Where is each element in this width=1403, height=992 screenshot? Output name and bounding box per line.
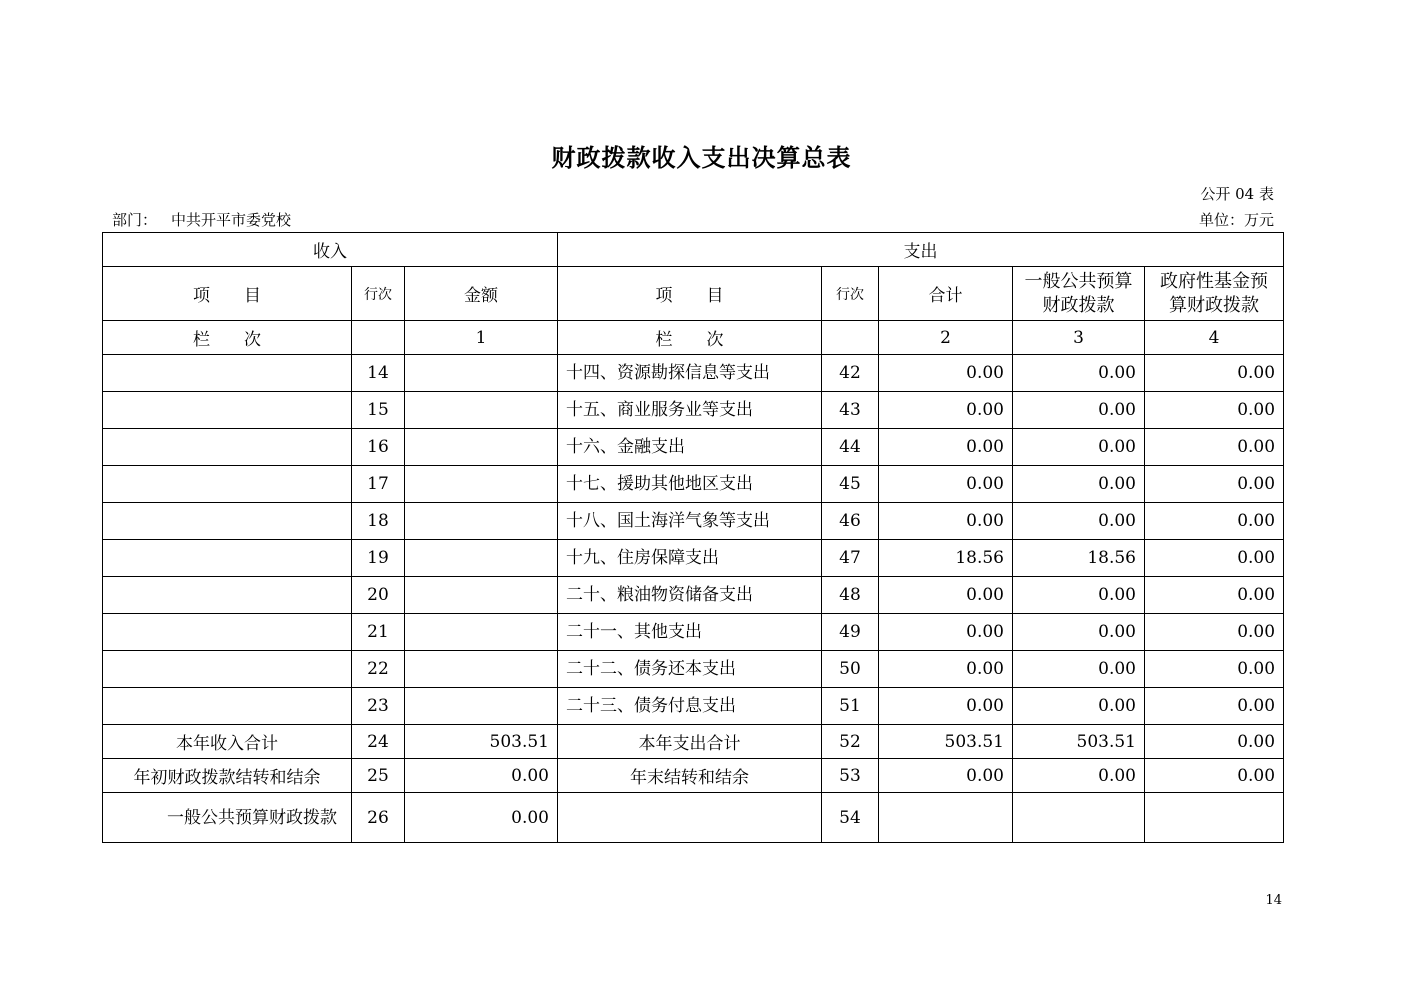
expense-section-header: 支出	[558, 233, 1284, 267]
expense-item: 十七、援助其他地区支出	[558, 466, 822, 503]
gov-fund-value: 0.00	[1145, 651, 1284, 688]
empty-cell	[352, 321, 405, 355]
income-row-no: 19	[352, 540, 405, 577]
section-header-row	[103, 233, 1284, 267]
total-value: 18.56	[879, 540, 1013, 577]
department-line	[112, 209, 291, 230]
total-value: 0.00	[879, 392, 1013, 429]
gov-fund-value: 0.00	[1145, 466, 1284, 503]
expense-row-no: 52	[822, 725, 879, 759]
income-amount	[405, 614, 558, 651]
income-amount	[405, 392, 558, 429]
col4-number: 4	[1145, 321, 1284, 355]
expense-item: 十九、住房保障支出	[558, 540, 822, 577]
general-budget-value: 0.00	[1013, 355, 1145, 392]
income-amount: 0.00	[405, 759, 558, 793]
general-budget-value: 503.51	[1013, 725, 1145, 759]
expense-row-no: 43	[822, 392, 879, 429]
income-item	[103, 355, 352, 392]
expense-item: 十五、商业服务业等支出	[558, 392, 822, 429]
empty-cell	[822, 321, 879, 355]
expense-item: 二十、粮油物资储备支出	[558, 577, 822, 614]
income-amount	[405, 429, 558, 466]
col2-number: 2	[879, 321, 1013, 355]
income-row-no: 22	[352, 651, 405, 688]
summary-row	[103, 725, 1284, 759]
department-label: 部门：	[112, 211, 158, 229]
table-row	[103, 355, 1284, 392]
table-row	[103, 540, 1284, 577]
general-budget-value: 0.00	[1013, 614, 1145, 651]
column-header-row	[103, 267, 1284, 321]
total-value: 0.00	[879, 466, 1013, 503]
table-row	[103, 503, 1284, 540]
income-item	[103, 651, 352, 688]
expense-row-no: 47	[822, 540, 879, 577]
expense-item: 二十三、债务付息支出	[558, 688, 822, 725]
gov-fund-value: 0.00	[1145, 725, 1284, 759]
expense-row-no: 49	[822, 614, 879, 651]
settlement-table	[102, 232, 1284, 843]
gov-fund-value: 0.00	[1145, 540, 1284, 577]
expense-row-no-header: 行次	[822, 267, 879, 321]
income-row-no: 15	[352, 392, 405, 429]
income-amount	[405, 651, 558, 688]
income-row-no: 25	[352, 759, 405, 793]
income-column-no-label: 栏 次	[103, 321, 352, 355]
total-value: 503.51	[879, 725, 1013, 759]
gov-fund-value: 0.00	[1145, 614, 1284, 651]
expense-row-no: 50	[822, 651, 879, 688]
gov-fund-value: 0.00	[1145, 577, 1284, 614]
income-item	[103, 503, 352, 540]
expense-row-no: 44	[822, 429, 879, 466]
income-item: 一般公共预算财政拨款	[103, 793, 352, 843]
total-value: 0.00	[879, 355, 1013, 392]
income-row-no: 21	[352, 614, 405, 651]
income-item	[103, 614, 352, 651]
expense-item: 十四、资源勘探信息等支出	[558, 355, 822, 392]
income-amount	[405, 688, 558, 725]
income-amount	[405, 466, 558, 503]
income-item	[103, 429, 352, 466]
column-number-row	[103, 321, 1284, 355]
general-budget-value: 0.00	[1013, 577, 1145, 614]
gov-fund-header: 政府性基金预算财政拨款	[1145, 267, 1284, 321]
general-budget-value: 0.00	[1013, 651, 1145, 688]
expense-row-no: 51	[822, 688, 879, 725]
income-row-no-header: 行次	[352, 267, 405, 321]
income-item	[103, 540, 352, 577]
total-value: 0.00	[879, 651, 1013, 688]
expense-item: 十六、金融支出	[558, 429, 822, 466]
expense-item: 二十二、债务还本支出	[558, 651, 822, 688]
income-row-no: 14	[352, 355, 405, 392]
gov-fund-value: 0.00	[1145, 355, 1284, 392]
expense-item: 年末结转和结余	[558, 759, 822, 793]
expense-item: 本年支出合计	[558, 725, 822, 759]
gov-fund-value	[1145, 793, 1284, 843]
general-budget-value: 0.00	[1013, 688, 1145, 725]
income-amount	[405, 540, 558, 577]
expense-row-no: 48	[822, 577, 879, 614]
expense-row-no: 46	[822, 503, 879, 540]
summary-row	[103, 759, 1284, 793]
income-amount: 503.51	[405, 725, 558, 759]
income-row-no: 17	[352, 466, 405, 503]
total-value: 0.00	[879, 429, 1013, 466]
income-amount	[405, 355, 558, 392]
income-row-no: 26	[352, 793, 405, 843]
page-number: 14	[1265, 893, 1282, 908]
income-amount	[405, 503, 558, 540]
income-item	[103, 466, 352, 503]
gov-fund-value: 0.00	[1145, 429, 1284, 466]
general-budget-header: 一般公共预算财政拨款	[1013, 267, 1145, 321]
expense-item: 二十一、其他支出	[558, 614, 822, 651]
general-budget-value: 0.00	[1013, 466, 1145, 503]
unit-label: 单位：万元	[1198, 211, 1274, 229]
income-item: 本年收入合计	[103, 725, 352, 759]
report-title: 财政拨款收入支出决算总表	[551, 143, 852, 172]
table-row	[103, 429, 1284, 466]
general-budget-value: 18.56	[1013, 540, 1145, 577]
form-code: 公开 04 表	[1200, 185, 1274, 203]
income-section-header: 收入	[103, 233, 558, 267]
table-row	[103, 466, 1284, 503]
col3-number: 3	[1013, 321, 1145, 355]
income-amount: 0.00	[405, 793, 558, 843]
total-value: 0.00	[879, 759, 1013, 793]
expense-row-no: 53	[822, 759, 879, 793]
general-budget-value: 0.00	[1013, 759, 1145, 793]
expense-item: 十八、国土海洋气象等支出	[558, 503, 822, 540]
table-row	[103, 614, 1284, 651]
total-header: 合计	[879, 267, 1013, 321]
income-item	[103, 688, 352, 725]
department-value: 中共开平市委党校	[171, 211, 292, 229]
expense-row-no: 42	[822, 355, 879, 392]
expense-column-no-label: 栏 次	[558, 321, 822, 355]
summary-row	[103, 793, 1284, 843]
gov-fund-value: 0.00	[1145, 392, 1284, 429]
expense-item-header: 项 目	[558, 267, 822, 321]
income-item	[103, 392, 352, 429]
total-value	[879, 793, 1013, 843]
gov-fund-value: 0.00	[1145, 503, 1284, 540]
income-item	[103, 577, 352, 614]
gov-fund-value: 0.00	[1145, 759, 1284, 793]
total-value: 0.00	[879, 503, 1013, 540]
income-row-no: 16	[352, 429, 405, 466]
income-row-no: 24	[352, 725, 405, 759]
table-row	[103, 392, 1284, 429]
table-body	[103, 233, 1284, 843]
income-row-no: 23	[352, 688, 405, 725]
table-row	[103, 651, 1284, 688]
total-value: 0.00	[879, 688, 1013, 725]
general-budget-value	[1013, 793, 1145, 843]
table-row	[103, 577, 1284, 614]
col1-number: 1	[405, 321, 558, 355]
expense-row-no: 45	[822, 466, 879, 503]
total-value: 0.00	[879, 614, 1013, 651]
gov-fund-value: 0.00	[1145, 688, 1284, 725]
table-row	[103, 688, 1284, 725]
income-item: 年初财政拨款结转和结余	[103, 759, 352, 793]
income-row-no: 20	[352, 577, 405, 614]
income-amount-header: 金额	[405, 267, 558, 321]
general-budget-value: 0.00	[1013, 503, 1145, 540]
expense-item	[558, 793, 822, 843]
expense-row-no: 54	[822, 793, 879, 843]
general-budget-value: 0.00	[1013, 429, 1145, 466]
income-amount	[405, 577, 558, 614]
income-item-header: 项 目	[103, 267, 352, 321]
total-value: 0.00	[879, 577, 1013, 614]
income-row-no: 18	[352, 503, 405, 540]
general-budget-value: 0.00	[1013, 392, 1145, 429]
